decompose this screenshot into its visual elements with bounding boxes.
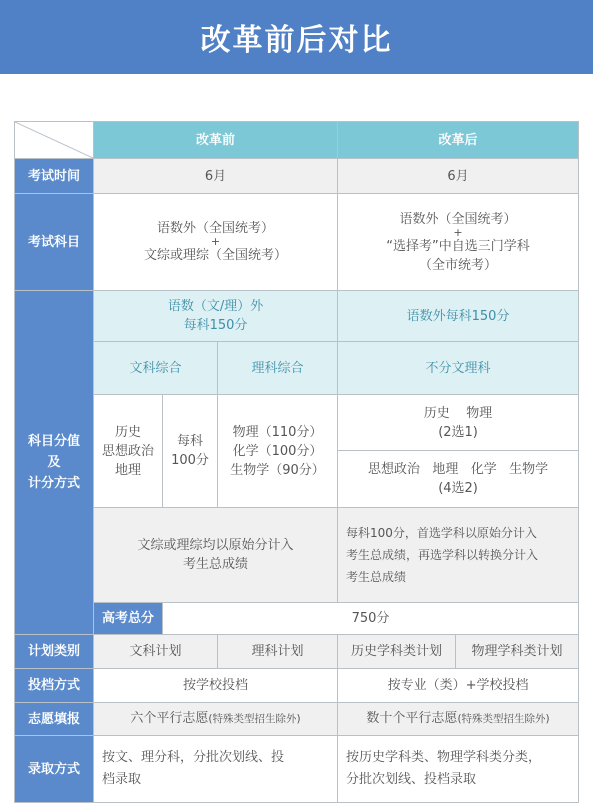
plan-before-science: 理科计划 xyxy=(218,635,338,669)
wish-after: 数十个平行志愿(特殊类型招生除外) xyxy=(338,703,579,736)
table-row xyxy=(15,736,579,803)
plan-before-liberal: 文科计划 xyxy=(94,635,218,669)
admission-before: 按文、理分科，分批次划线、投 档录取 xyxy=(94,736,338,803)
row-label-filing: 投档方式 xyxy=(15,669,94,703)
wish-before: 六个平行志愿(特殊类型招生除外) xyxy=(94,703,338,736)
scoring-after-main: 语数外每科150分 xyxy=(338,291,579,342)
total-value: 750分 xyxy=(163,603,579,635)
comparison-table xyxy=(14,121,579,803)
no-split-header: 不分文理科 xyxy=(338,342,579,395)
scoring-after-method: 每科100分，首选学科以原始分计入 考生总成绩，再选学科以转换分计入 考生总成绩 xyxy=(338,508,579,603)
table-row xyxy=(15,159,579,194)
liberal-arts-header: 文科综合 xyxy=(94,342,218,395)
filing-after: 按专业（类）+学校投档 xyxy=(338,669,579,703)
column-header-before: 改革前 xyxy=(94,122,338,159)
diagonal-line xyxy=(15,122,93,158)
table-row xyxy=(15,635,579,669)
exam-time-after: 6月 xyxy=(338,159,579,194)
after-pick-second: 思想政治 地理 化学 生物学 (4选2) xyxy=(338,451,579,508)
table-row xyxy=(15,669,579,703)
scoring-before-main: 语数（文/理）外 每科150分 xyxy=(94,291,338,342)
table-row xyxy=(15,194,579,291)
row-label-scoring: 科目分值 及 计分方式 xyxy=(15,291,94,635)
header-row xyxy=(15,122,579,159)
science-subjects: 物理（110分） 化学（100分） 生物学（90分） xyxy=(218,395,338,508)
corner-cell xyxy=(15,122,94,159)
table-row xyxy=(15,291,579,342)
row-label-exam-time: 考试时间 xyxy=(15,159,94,194)
after-pick-first: 历史 物理 (2选1) xyxy=(338,395,579,451)
plan-after-physics: 物理学科类计划 xyxy=(456,635,579,669)
table-row xyxy=(15,342,579,395)
table-row xyxy=(15,508,579,603)
liberal-subjects: 历史 思想政治 地理 xyxy=(94,395,163,508)
science-header: 理科综合 xyxy=(218,342,338,395)
admission-after: 按历史学科类、物理学科类分类， 分批次划线、投档录取 xyxy=(338,736,579,803)
liberal-score: 每科 100分 xyxy=(163,395,218,508)
page-title: 改革前后对比 xyxy=(200,23,393,58)
filing-before: 按学校投档 xyxy=(94,669,338,703)
subjects-after: 语数外（全国统考） + “选择考”中自选三门学科 （全市统考） xyxy=(338,194,579,291)
row-label-admission: 录取方式 xyxy=(15,736,94,803)
plan-after-history: 历史学科类计划 xyxy=(338,635,456,669)
subjects-before: 语数外（全国统考） + 文综或理综（全国统考） xyxy=(94,194,338,291)
column-header-after: 改革后 xyxy=(338,122,579,159)
row-label-total: 高考总分 xyxy=(94,603,163,635)
row-label-subjects: 考试科目 xyxy=(15,194,94,291)
row-label-wish: 志愿填报 xyxy=(15,703,94,736)
table-row xyxy=(15,703,579,736)
table-row xyxy=(15,603,579,635)
table-row xyxy=(15,395,579,451)
row-label-plan: 计划类别 xyxy=(15,635,94,669)
exam-time-before: 6月 xyxy=(94,159,338,194)
title-banner xyxy=(0,0,593,74)
scoring-before-method: 文综或理综均以原始分计入 考生总成绩 xyxy=(94,508,338,603)
